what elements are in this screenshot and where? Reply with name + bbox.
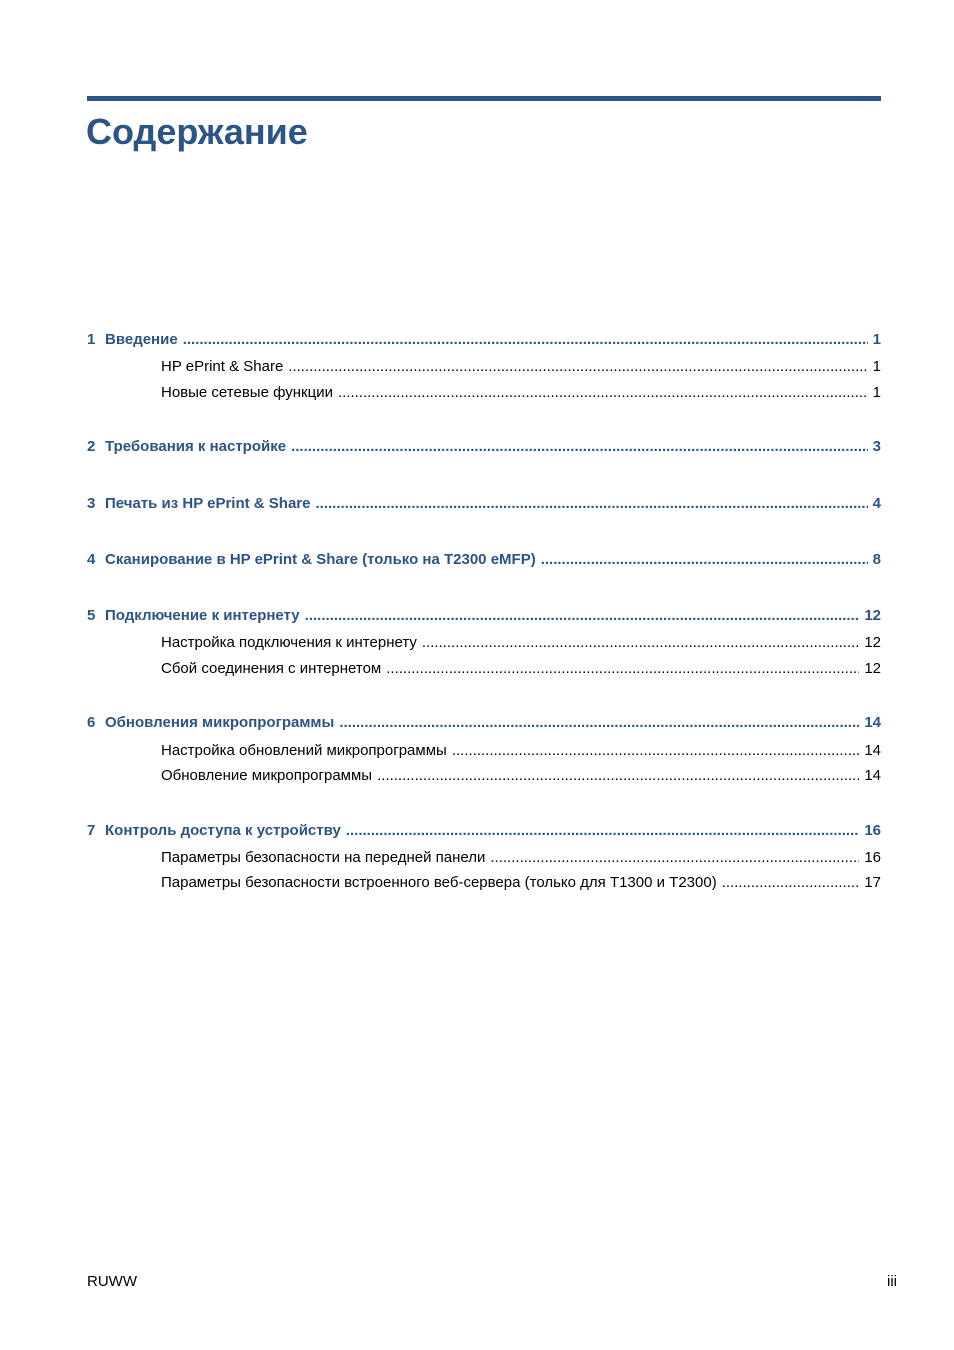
chapter-title: Печать из HP ePrint & Share [105,495,311,512]
dot-leader [377,766,859,786]
page-number: 3 [872,438,881,455]
toc-section-5-2[interactable] [87,659,881,679]
toc-chapter-3[interactable] [87,494,881,514]
chapter-title: Подключение к интернету [105,607,300,624]
title-rule [87,96,881,101]
dot-leader [452,741,860,761]
page-number: 1 [872,384,881,401]
toc-section-7-1[interactable] [87,848,881,868]
toc-section-5-1[interactable] [87,633,881,653]
section-title: Обновление микропрограммы [161,767,373,784]
section-title: Настройка обновлений микропрограммы [161,742,447,759]
section-title: Параметры безопасности встроенного веб-сервера (только для T1300 и T2300) [161,874,717,891]
dot-leader [305,606,860,626]
toc-chapter-1[interactable] [87,330,881,350]
toc-chapter-5[interactable] [87,606,881,626]
chapter-title: Обновления микропрограммы [105,714,335,731]
dot-leader [288,357,867,377]
chapter-number: 6 [87,714,96,731]
section-title: Настройка подключения к интернету [161,634,417,651]
chapter-title: Требования к настройке [105,438,287,455]
chapter-title: Сканирование в HP ePrint & Share (только на T2300 eMFP) [105,551,536,568]
dot-leader [386,659,859,679]
page-number: 14 [864,767,881,784]
footer-page-number: iii [887,1273,897,1290]
dot-leader [541,550,868,570]
dot-leader [722,873,860,893]
page-number: 12 [864,634,881,651]
dot-leader [315,494,867,514]
section-title: Параметры безопасности на передней панели [161,849,486,866]
dot-leader [490,848,859,868]
dot-leader [183,330,868,350]
dot-leader [291,437,868,457]
footer-locale-code: RUWW [87,1273,137,1290]
chapter-title: Введение [105,331,178,348]
chapter-number: 3 [87,495,96,512]
page-number: 12 [864,607,881,624]
chapter-number: 7 [87,822,96,839]
chapter-number: 1 [87,331,96,348]
section-title: Новые сетевые функции [161,384,333,401]
page-number: 1 [872,331,881,348]
toc-chapter-7[interactable] [87,821,881,841]
page-number: 4 [872,495,881,512]
page-number: 17 [864,874,881,891]
page-title: Содержание [86,111,308,152]
page-number: 12 [864,660,881,677]
page-number: 14 [864,714,881,731]
section-title: Сбой соединения с интернетом [161,660,382,677]
toc-chapter-6[interactable] [87,713,881,733]
chapter-number: 4 [87,551,96,568]
page-number: 1 [872,358,881,375]
page-number: 14 [864,742,881,759]
toc-section-1-1[interactable] [87,357,881,377]
toc-section-6-2[interactable] [87,766,881,786]
page-number: 16 [864,849,881,866]
dot-leader [346,821,860,841]
chapter-title: Контроль доступа к устройству [105,822,341,839]
chapter-number: 2 [87,438,96,455]
page-number: 16 [864,822,881,839]
toc-chapter-2[interactable] [87,437,881,457]
toc-section-1-2[interactable] [87,383,881,403]
toc-section-7-2[interactable] [87,873,881,893]
dot-leader [422,633,859,653]
toc-section-6-1[interactable] [87,741,881,761]
chapter-number: 5 [87,607,96,624]
dot-leader [338,383,868,403]
section-title: HP ePrint & Share [161,358,284,375]
toc-chapter-4[interactable] [87,550,881,570]
dot-leader [339,713,859,733]
page-number: 8 [872,551,881,568]
